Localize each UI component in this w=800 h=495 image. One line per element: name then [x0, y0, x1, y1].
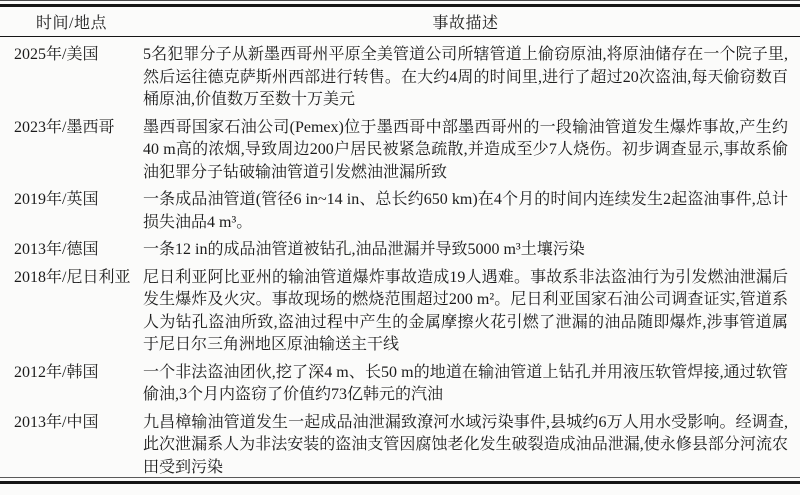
table-bottom-inner-rule [0, 477, 800, 478]
table-top-outer-rule [0, 0, 800, 1]
cell-time-location: 2012年/韩国 [14, 363, 99, 381]
table-row [0, 412, 800, 480]
cell-description: 九昌樟输油管道发生一起成品油泄漏致潦河水域污染事件,县城约6万人用水受影响。经调查,此次泄漏系人为非法安装的盗油支管因腐蚀老化发生破裂造成油品泄漏,使永修县部分河流农田受到污染 [143, 413, 788, 476]
cell-time-location: 2013年/德国 [14, 241, 99, 258]
cell-description: 一个非法盗油团伙,挖了深4 m、长50 m的地道在输油管道上钻孔并用液压软管焊接,通过软管偷油,3个月内盗窃了价值约73亿韩元的汽油 [143, 363, 788, 403]
table-row [0, 44, 800, 112]
cell-description: 5名犯罪分子从新墨西哥州平原全美管道公司所辖管道上偷窃原油,将原油储存在一个院子里,然后运往德克萨斯州西部进行转售。在大约4周的时间里,进行了超过20次盗油,每天偷窃数百桶原油,价值数万至数十万美元 [143, 46, 788, 108]
cell-time-location: 2023年/墨西哥 [14, 118, 115, 136]
cell-time-location: 2025年/美国 [14, 46, 99, 63]
table-row [0, 117, 800, 185]
cell-description: 一条成品油管道(管径6 in~14 in、总长约650 km)在4个月的时间内连续发生2起盗油事件,总计损失油品4 m³。 [143, 191, 788, 231]
table-header-rule [0, 36, 800, 37]
cell-description: 尼日利亚阿比亚州的输油管道爆炸事故造成19人遇难。事故系非法盗油行为引发燃油泄漏后发生爆炸及火灾。事故现场的燃烧范围超过200 m²。尼日利亚国家石油公司调查证实,管道系人为钻孔盗油所致,盗油过程中产生的金属摩擦火花引燃了泄漏的油品随即爆炸,涉事管道属于尼日尔三角洲地区原油输送主干线 [143, 268, 788, 353]
cell-time-location: 2018年/尼日利亚 [14, 268, 131, 286]
cell-time-location: 2013年/中国 [14, 413, 99, 431]
table-row [0, 239, 800, 262]
column-header-time-location: 时间/地点 [36, 14, 107, 32]
table-body [0, 44, 800, 484]
table-row [0, 362, 800, 407]
cell-description: 墨西哥国家石油公司(Pemex)位于墨西哥中部墨西哥州的一段输油管道发生爆炸事故,产生约40 m高的浓烟,导致周边200户居民被紧急疏散,并造成至少7人烧伤。初步调查显示,事故系偷油犯罪分子钻破输油管道引发燃油泄漏所致 [143, 118, 788, 181]
column-header-accident-description: 事故描述 [432, 14, 499, 32]
cell-time-location: 2019年/英国 [14, 191, 99, 208]
table-bottom-rule [0, 481, 800, 484]
cell-description: 一条12 in的成品油管道被钻孔,油品泄漏并导致5000 m³土壤污染 [143, 241, 585, 258]
table-row [0, 267, 800, 357]
table-row [0, 189, 800, 234]
table-header-row [0, 7, 800, 35]
